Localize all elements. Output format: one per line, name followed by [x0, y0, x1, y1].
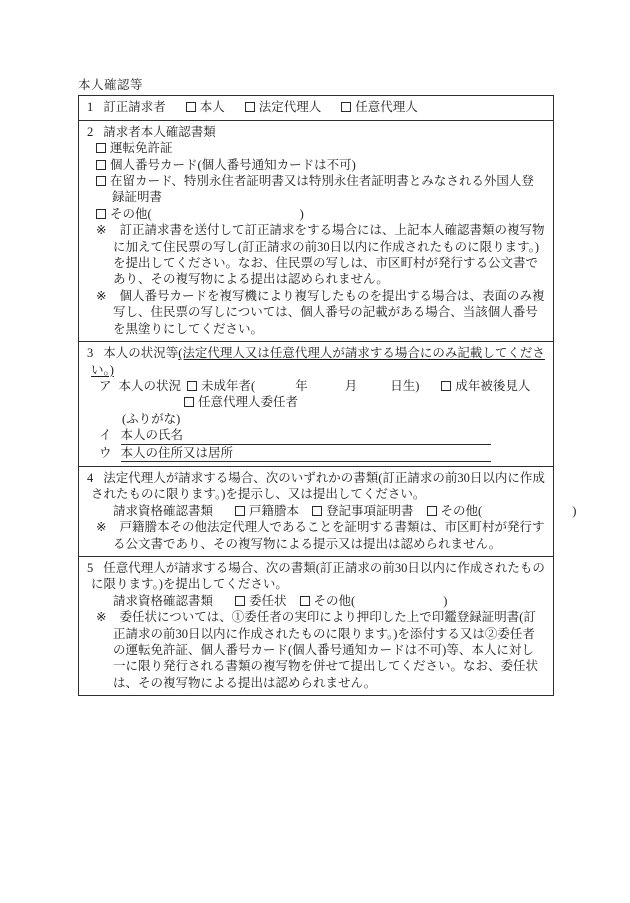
section-number: 1 — [87, 100, 94, 115]
checkbox-minor-label: 未成年者( — [201, 378, 256, 393]
checkbox-square-icon[interactable] — [441, 381, 451, 391]
section-5-voluntary-representative — [79, 557, 553, 695]
note-marker: ※ — [96, 223, 107, 238]
checkbox-residence-card-label: 在留カード、特別永住者証明書又は特別永住者証明書とみなされる外国人登録証明書 — [110, 174, 534, 205]
section-4-legal-representative — [79, 467, 577, 557]
checkbox-drivers-license-label: 運転免許証 — [110, 141, 173, 156]
note-marker: ※ — [96, 610, 107, 625]
address-field-title: 本人の住所又は居所 — [120, 445, 234, 460]
checkbox-legal-representative[interactable] — [245, 100, 322, 114]
checkbox-voluntary-representative[interactable] — [341, 100, 418, 114]
checkbox-self[interactable] — [186, 100, 225, 114]
unit-day: 日生) — [390, 378, 420, 393]
checkbox-square-icon[interactable] — [96, 176, 106, 186]
checkbox-square-icon[interactable] — [341, 102, 351, 112]
checkbox-other-qualification[interactable] — [300, 594, 448, 608]
unit-year: 年 — [295, 378, 308, 393]
paren-close: ) — [572, 503, 577, 518]
docs-label: 請求資格確認書類 — [113, 503, 214, 518]
checkbox-square-icon[interactable] — [186, 102, 196, 112]
checkbox-square-icon[interactable] — [184, 397, 194, 407]
checkbox-other-label: その他( — [110, 206, 152, 221]
section-1-label: 訂正請求者 — [103, 100, 166, 115]
checkbox-adult-ward[interactable] — [441, 379, 530, 393]
section-4-note — [96, 519, 545, 552]
checkbox-other-label: その他( — [313, 593, 356, 608]
section-5-intro: 任意代理人が請求する場合、次の書類(訂正請求の前30日以内に作成されたものに限ります。)を提出してください。 — [91, 560, 545, 592]
checkbox-voluntary-representative-label: 任意代理人 — [355, 100, 418, 115]
checkbox-other-document[interactable] — [96, 206, 545, 222]
section-2-heading: 請求者本人確認書類 — [103, 124, 216, 139]
checkbox-square-icon[interactable] — [187, 381, 197, 391]
section-number: 2 — [87, 124, 94, 139]
checkbox-self-label: 本人 — [199, 100, 225, 115]
checkbox-square-icon[interactable] — [427, 506, 437, 516]
section-4-intro: 法定代理人が請求する場合、次のいずれかの書類(訂正請求の前30日以内に作成されたものに限ります。)を提示し、又は提出してください。 — [91, 470, 545, 502]
section-2-note-2 — [96, 288, 545, 337]
checkbox-square-icon[interactable] — [235, 506, 245, 516]
name-field-title: 本人の氏名 — [120, 428, 184, 443]
note-marker: ※ — [96, 288, 107, 303]
checkbox-square-icon[interactable] — [245, 102, 255, 112]
note-text: 訂正請求書を送付して訂正請求をする場合には、上記本人確認書類の複写物に加えて住民票の写し(訂正請求の前30日以内に作成されたものに限ります。)を提出してください。なお、住民票の写しは、市区町村が発行する公文書であり、その複写物による提出は認められません。 — [113, 223, 545, 287]
section-2-identity-documents — [79, 121, 553, 342]
section-number: 5 — [87, 560, 94, 575]
checkbox-residence-card[interactable] — [96, 173, 545, 206]
note-text: 戸籍謄本その他法定代理人であることを証明する書類は、市区町村が発行する公文書であり、その複写物による提示又は提出は認められません。 — [113, 520, 545, 551]
checkbox-power-of-attorney-label: 委任状 — [249, 593, 287, 608]
checkbox-drivers-license[interactable] — [96, 140, 545, 156]
paren-close: ) — [443, 593, 448, 608]
furigana-label: (ふりがな) — [122, 411, 181, 426]
section-2-note-1 — [96, 222, 545, 288]
name-field-underline[interactable] — [121, 427, 491, 444]
checkbox-square-icon[interactable] — [312, 506, 322, 516]
page-title: 本人確認等 — [78, 78, 144, 92]
checkbox-square-icon[interactable] — [96, 143, 106, 153]
item-u-label: ウ — [99, 445, 112, 460]
checkbox-square-icon[interactable] — [300, 596, 310, 606]
section-number: 4 — [87, 470, 94, 485]
checkbox-power-of-attorney[interactable] — [235, 594, 287, 608]
unit-month: 月 — [344, 378, 358, 393]
checkbox-adult-ward-label: 成年被後見人 — [455, 378, 531, 393]
checkbox-minor[interactable] — [187, 379, 255, 393]
checkbox-other-label: その他( — [440, 503, 483, 518]
checkbox-square-icon[interactable] — [96, 209, 106, 219]
section-number: 3 — [87, 346, 94, 361]
section-3-principal-status — [79, 342, 553, 467]
item-a-label: ア — [99, 378, 112, 393]
item-i-label: イ — [99, 428, 112, 443]
address-field-underline[interactable] — [121, 445, 491, 462]
checkbox-square-icon[interactable] — [96, 160, 106, 170]
note-text: 委任状については、①委任者の実印により押印した上で印鑑登録証明書(訂正請求の前30日以内に作成されたものに限ります。)を添付する又は②委任者の運転免許証、個人番号カード(個人番号通知カードは不可)等、本人に対し一に限り発行される書類の複写物を併せて提出してください。なお、委任状は、その複写物による提出は認められません。 — [113, 610, 539, 690]
section-3-heading-note: (法定代理人又は任意代理人が請求する場合にのみ記載してください。) — [91, 346, 545, 377]
section-5-note — [96, 609, 545, 691]
item-a-title: 本人の状況 — [118, 378, 182, 393]
checkbox-family-register[interactable] — [235, 504, 299, 518]
checkbox-square-icon[interactable] — [235, 596, 245, 606]
checkbox-registration-certificate-label: 登記事項証明書 — [326, 503, 414, 518]
checkbox-my-number-card-label: 個人番号カード(個人番号通知カードは不可) — [110, 157, 356, 172]
checkbox-my-number-card[interactable] — [96, 157, 545, 173]
docs-label: 請求資格確認書類 — [113, 593, 214, 608]
checkbox-voluntary-delegator[interactable] — [184, 395, 298, 409]
section-3-heading: 本人の状況等 — [103, 346, 179, 361]
note-text: 個人番号カードを複写機により複写したものを提出する場合は、表面のみ複写し、住民票の写しについては、個人番号の記載がある場合、当該個人番号を黒塗りにしてください。 — [113, 288, 545, 336]
checkbox-family-register-label: 戸籍謄本 — [249, 503, 300, 518]
checkbox-registration-certificate[interactable] — [312, 504, 414, 518]
checkbox-other-qualification[interactable] — [427, 504, 577, 518]
note-marker: ※ — [96, 520, 107, 535]
section-1-requester — [79, 96, 553, 120]
checkbox-voluntary-delegator-label: 任意代理人委任者 — [198, 395, 299, 410]
identity-verification-table — [78, 95, 577, 696]
checkbox-legal-representative-label: 法定代理人 — [258, 100, 322, 115]
paren-close: ) — [299, 206, 304, 221]
document-sheet — [78, 77, 577, 696]
